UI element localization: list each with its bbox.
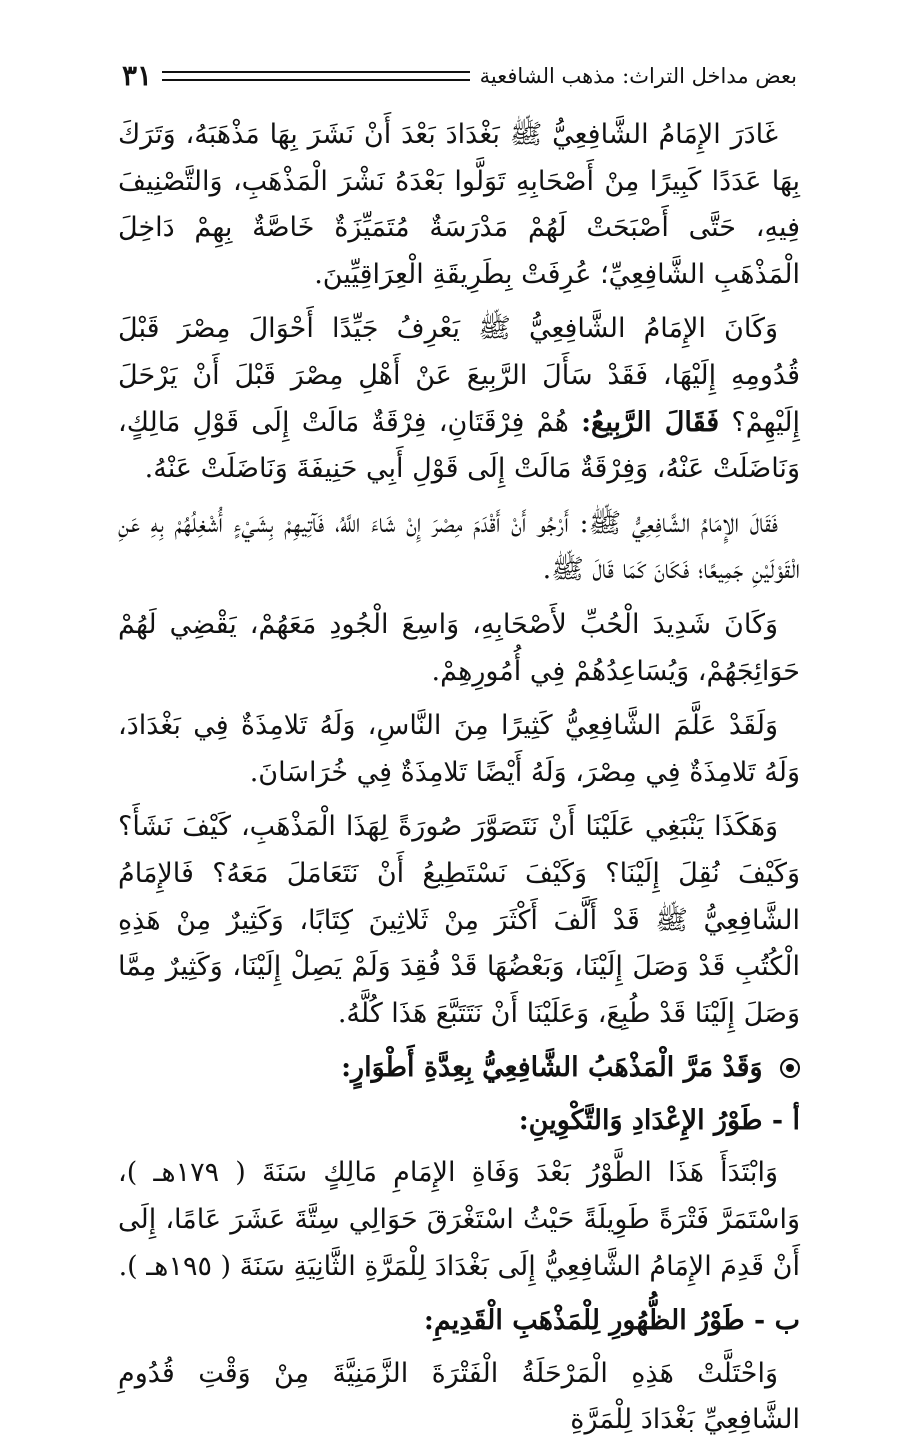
running-header: [122, 56, 797, 96]
section-heading: [118, 1045, 800, 1092]
rabee-answer-text: هُمْ فِرْقَتَانِ، فِرْقَةٌ مَالَتْ إِلَى قَوْلِ مَالِكٍ، وَنَاضَلَتْ عَنْهُ، وَفِرْقَةٌ مَالَتْ إِلَى قَوْلِ أَبِي حَنِيفَةَ وَنَاضَلَتْ عَنْهُ.: [118, 406, 800, 485]
paragraph: غَادَرَ الإِمَامُ الشَّافِعِيُّ ﷺ بَغْدَادَ بَعْدَ أَنْ نَشَرَ بِهَا مَذْهَبَهُ، وَتَرَكَ بِهَا عَدَدًا كَبِيرًا مِنْ أَصْحَابِهِ تَوَلَّوا بَعْدَهُ نَشْرَ الْمَذْهَبِ، وَالتَّصْنِيفَ فِيهِ، حَتَّى أَصْبَحَتْ لَهُمْ مَدْرَسَةٌ مُتَمَيِّزَةٌ خَاصَّةٌ بِهِمْ دَاخِلَ الْمَذْهَبِ الشَّافِعِيِّ؛ عُرِفَتْ بِطَرِيقَةِ الْعِرَاقِيِّينَ.: [118, 119, 800, 290]
header-rule: [162, 71, 470, 81]
flower-bullet-icon: [780, 1058, 800, 1078]
paragraph: وَهَكَذَا يَنْبَغِي عَلَيْنَا أَنْ نَتَصَوَّرَ صُورَةً لِهَذَا الْمَذْهَبِ، كَيْفَ نَشَأَ؟ وَكَيْفَ نُقِلَ إِلَيْنَا؟ وَكَيْفَ نَسْتَطِيعُ أَنْ نَتَعَامَلَ مَعَهُ؟ فَالإِمَامُ الشَّافِعِيُّ ﷺ قَدْ أَلَّفَ أَكْثَرَ مِنْ ثَلاثِينَ كِتَابًا، وَكَثِيرٌ مِنْ هَذِهِ الْكُتُبِ قَدْ وَصَلَ إِلَيْنَا، وَبَعْضُهَا قَدْ فُقِدَ وَلَمْ يَصِلْ إِلَيْنَا، وَكَثِيرٌ مِمَّا وَصَلَ إِلَيْنَا قَدْ طُبِعَ، وَعَلَيْنَا أَنْ نَتَتَبَّعَ هَذَا كُلَّهُ.: [118, 811, 800, 1029]
subsection-heading-a: أ - طَوْرُ الإِعْدَادِ وَالتَّكْوِينِ:: [518, 1104, 800, 1136]
paragraph: وَابْتَدَأَ هَذَا الطَّوْرُ بَعْدَ وَفَاةِ الإِمَامِ مَالِكٍ سَنَةَ ( ١٧٩هـ )، وَاسْتَمَرَّ فَتْرَةً طَوِيلَةً حَيْثُ اسْتَغْرَقَ حَوَالِي سِتَّةَ عَشَرَ عَامًا، إِلَى أَنْ قَدِمَ الإِمَامُ الشَّافِعِيُّ إِلَى بَغْدَادَ لِلْمَرَّةِ الثَّانِيَةِ سَنَةَ ( ١٩٥هـ ).: [118, 1157, 800, 1282]
page-number: ٣١: [122, 59, 153, 92]
paragraph: [118, 306, 800, 492]
section-heading-text: وَقَدْ مَرَّ الْمَذْهَبُ الشَّافِعِيُّ بِعِدَّةِ أَطْوَارٍ:: [341, 1052, 763, 1084]
paragraph: وَلَقَدْ عَلَّمَ الشَّافِعِيُّ كَثِيرًا مِنَ النَّاسِ، وَلَهُ تَلامِذَةٌ فِي بَغْدَادَ، وَلَهُ تَلامِذَةٌ فِي مِصْرَ، وَلَهُ أَيْضًا تَلامِذَةٌ فِي خُرَاسَانَ.: [118, 710, 800, 788]
paragraph-text: وَكَانَ الإِمَامُ الشَّافِعِيُّ ﷺ يَعْرِفُ جَيِّدًا أَحْوَالَ مِصْرَ قَبْلَ قُدُومِهِ إِلَيْهَا، فَقَدْ سَأَلَ الرَّبِيعَ عَنْ أَهْلِ مِصْرَ قَبْلَ أَنْ يَرْحَلَ إِلَيْهِمْ؟: [118, 313, 800, 438]
header-title: بعض مداخل التراث: مذهب الشافعية: [479, 63, 797, 88]
subsection-heading-b: ب - طَوْرُ الظُّهُورِ لِلْمَذْهَبِ الْقَدِيمِ:: [423, 1305, 800, 1337]
paragraph: فَقَالَ الإِمَامُ الشَّافِعِيُّ ﷺ: أَرْجُو أَنْ أَقْدَمَ مِصْرَ إِنْ شَاءَ اللَّهُ، فَآتِيهِمْ بِشَيْءٍ أُشْغِلُهُمْ بِهِ عَنِ الْقَوْلَيْنِ جَمِيعًا؛ فَكَانَ كَمَا قَالَ ﷺ.: [118, 507, 800, 586]
rabee-answer-lead: فَقَالَ الرَّبِيعُ:: [581, 406, 720, 438]
paragraph: وَاحْتَلَّتْ هَذِهِ الْمَرْحَلَةُ الْفَتْرَةَ الزَّمَنِيَّةَ مِنْ وَقْتِ قُدُومِ الشَّافِعِيِّ بَغْدَادَ لِلْمَرَّةِ: [118, 1357, 800, 1436]
paragraph: وَكَانَ شَدِيدَ الْحُبِّ لأَصْحَابِهِ، وَاسِعَ الْجُودِ مَعَهُمْ، يَقْضِي لَهُمْ حَوَائِجَهُمْ، وَيُسَاعِدُهُمْ فِي أُمُورِهِمْ.: [118, 608, 800, 687]
body-text: [118, 112, 800, 1452]
